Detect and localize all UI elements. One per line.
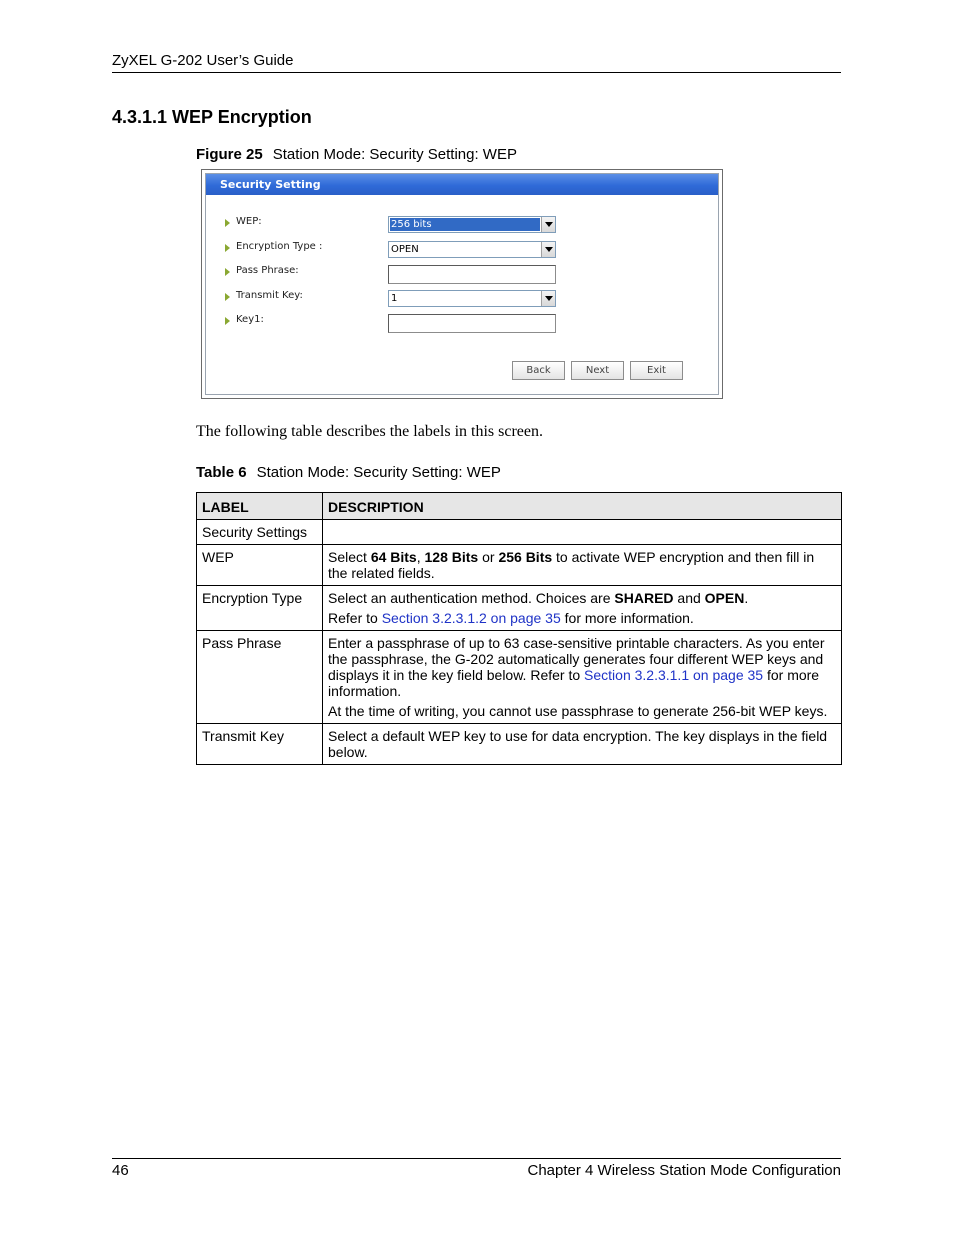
- screenshot-titlebar: [206, 174, 718, 195]
- text: ,: [416, 549, 425, 565]
- table-row: [197, 631, 842, 724]
- row-label-encryption-type: Encryption Type: [197, 586, 323, 631]
- table-header-row: [197, 493, 842, 520]
- arrow-bullet-icon: [225, 244, 230, 252]
- figure-caption: [196, 146, 517, 163]
- section-title: 4.3.1.1 WEP Encryption: [112, 107, 312, 127]
- transmit-key-select-value: 1: [391, 293, 398, 304]
- text: .: [744, 590, 749, 606]
- running-header: ZyXEL G-202 User’s Guide: [112, 52, 294, 69]
- chapter-title: Chapter 4 Wireless Station Mode Configuration: [527, 1162, 841, 1179]
- security-setting-screenshot: [201, 169, 723, 399]
- chevron-down-icon[interactable]: [541, 291, 555, 306]
- header-rule: [112, 72, 841, 73]
- wep-select-value: 256 bits: [390, 218, 540, 231]
- text: for more information.: [560, 610, 694, 626]
- intro-paragraph: The following table describes the labels in this screen.: [196, 423, 544, 440]
- text: or: [478, 549, 499, 565]
- next-button[interactable]: Next: [571, 361, 624, 380]
- table-row: [197, 724, 842, 765]
- text: for more information.: [328, 667, 820, 699]
- arrow-bullet-icon: [225, 219, 230, 227]
- row-label-wep: WEP: [197, 545, 323, 586]
- paragraph: At the time of writing, you cannot use passphrase to generate 256-bit WEP keys.: [328, 703, 828, 719]
- encryption-type-label: Encryption Type :: [236, 241, 323, 252]
- encryption-type-select[interactable]: [388, 241, 556, 258]
- text: Refer to: [328, 610, 382, 626]
- table-row: [197, 520, 842, 545]
- text: Select an authentication method. Choices are: [328, 590, 615, 606]
- back-button[interactable]: Back: [512, 361, 565, 380]
- text: Enter a passphrase of up to 63 case-sensitive printable characters. As you enter the passphrase, the G-202 automatically generates four different WEP keys and displays it in the key field below. Refer to: [328, 635, 825, 683]
- wep-select[interactable]: [388, 216, 556, 233]
- table-caption: [196, 464, 501, 481]
- text: and: [673, 590, 705, 606]
- transmit-key-select[interactable]: [388, 290, 556, 307]
- header-description: DESCRIPTION: [323, 493, 842, 520]
- row-label-pass-phrase: Pass Phrase: [197, 631, 323, 724]
- table-row: [197, 545, 842, 586]
- arrow-bullet-icon: [225, 268, 230, 276]
- chevron-down-icon[interactable]: [541, 242, 555, 257]
- screenshot-body: [206, 195, 718, 394]
- arrow-bullet-icon: [225, 293, 230, 301]
- key1-label: Key1:: [236, 314, 264, 325]
- row-desc-pass-phrase: [323, 631, 842, 724]
- bold-text: SHARED: [614, 590, 674, 606]
- section-link[interactable]: Section 3.2.3.1.1 on page 35: [584, 667, 764, 683]
- encryption-type-select-value: OPEN: [391, 244, 419, 255]
- bold-text: 64 Bits: [370, 549, 417, 565]
- footer-rule: [112, 1158, 841, 1159]
- arrow-bullet-icon: [225, 317, 230, 325]
- row-desc-transmit-key: Select a default WEP key to use for data encryption. The key displays in the field below.: [323, 724, 842, 765]
- chevron-down-icon[interactable]: [541, 217, 555, 232]
- row-desc-encryption-type: [323, 586, 842, 631]
- pass-phrase-label: Pass Phrase:: [236, 265, 299, 276]
- text: Select: [328, 549, 371, 565]
- row-label-security-settings: Security Settings: [197, 520, 323, 545]
- transmit-key-label: Transmit Key:: [236, 290, 303, 301]
- section-link[interactable]: Section 3.2.3.1.2 on page 35: [381, 610, 561, 626]
- bold-text: OPEN: [704, 590, 745, 606]
- row-desc-wep: [323, 545, 842, 586]
- text: to activate WEP encryption and then fill in the related fields.: [328, 549, 815, 581]
- figure-label: Figure 25: [196, 146, 263, 163]
- page-number: 46: [112, 1162, 129, 1179]
- screenshot-panel: [205, 173, 719, 395]
- row-desc-security-settings: [323, 520, 842, 545]
- wep-label: WEP:: [236, 216, 262, 227]
- header-label: LABEL: [197, 493, 323, 520]
- table-row: [197, 586, 842, 631]
- paragraph: [328, 590, 836, 606]
- bold-text: 128 Bits: [424, 549, 479, 565]
- exit-button[interactable]: Exit: [630, 361, 683, 380]
- screenshot-title: Security Setting: [220, 178, 321, 191]
- description-table: [196, 492, 842, 765]
- paragraph: [328, 635, 836, 699]
- key1-input[interactable]: [388, 314, 556, 333]
- row-label-transmit-key: Transmit Key: [197, 724, 323, 765]
- pass-phrase-input[interactable]: [388, 265, 556, 284]
- table-label: Table 6: [196, 464, 247, 481]
- table-caption-text: Station Mode: Security Setting: WEP: [256, 464, 501, 481]
- figure-caption-text: Station Mode: Security Setting: WEP: [272, 146, 517, 163]
- paragraph: [328, 610, 836, 626]
- bold-text: 256 Bits: [498, 549, 553, 565]
